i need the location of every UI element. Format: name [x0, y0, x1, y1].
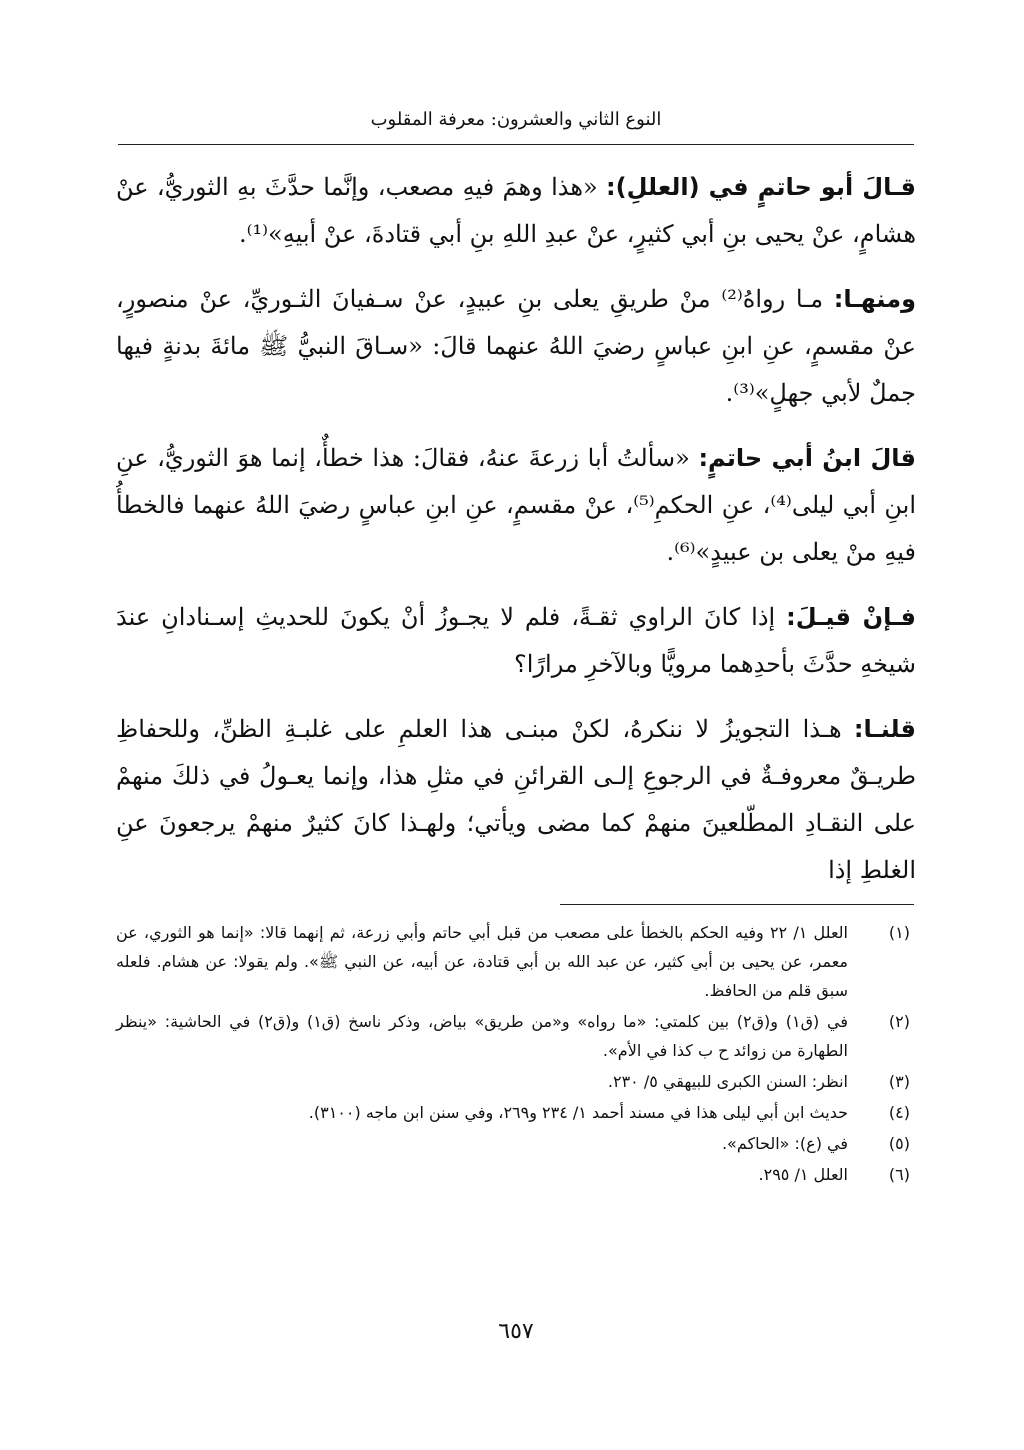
paragraph — [116, 435, 916, 576]
footnote-number: (٤) — [888, 1103, 910, 1122]
running-header: النوع الثاني والعشرون: معرفة المقلوب — [370, 109, 662, 130]
paragraph-lead: قـالَ أبو حاتمٍ في (العللِ): — [606, 173, 916, 201]
footnote — [116, 1067, 916, 1096]
paragraph-body: «سألتُ أبا زرعةَ عنهُ، فقالَ: هذا خطأٌ، إنما هوَ الثوريُّ، عنِ ابنِ أبي ليلى⁽⁴⁾، عنِ الحكمِ⁽⁵⁾، عنْ مقسمٍ، عنِ ابنِ عباسٍ رضيَ اللهُ عنهما فالخطأُ فيهِ منْ يعلى بن عبيدٍ»⁽⁶⁾. — [116, 444, 917, 566]
paragraph-body: إذا كانَ الراوي ثقـةً، فلم لا يجـوزُ أنْ يكونَ للحديثِ إسـنادانِ عندَ شيخهِ حدَّثَ بأحدِهما مرويًّا وبالآخرِ مرارًا؟ — [116, 603, 916, 678]
paragraph — [116, 276, 916, 417]
paragraph — [116, 164, 916, 258]
footnote — [116, 1160, 916, 1189]
footnote-number: (١) — [888, 923, 910, 942]
footnote-number: (٣) — [888, 1072, 910, 1091]
footnote-text: انظر: السنن الكبرى للبيهقي ٥/ ٢٣٠. — [607, 1072, 848, 1091]
paragraph — [116, 706, 916, 894]
footnote-text: في (ع): «الحاكم». — [721, 1134, 848, 1153]
paragraph-lead: قالَ ابنُ أبي حاتمٍ: — [698, 444, 916, 472]
paragraph-lead: فـإنْ قيـلَ: — [786, 603, 916, 631]
footnote-number: (٦) — [888, 1165, 910, 1184]
paragraph-lead: قلنـا: — [853, 715, 916, 743]
footnote — [116, 1007, 916, 1065]
paragraph — [116, 594, 916, 688]
paragraph-body: مـا رواهُ⁽²⁾ منْ طريقِ يعلى بنِ عبيدٍ، عنْ سـفيانَ الثـوريِّ، عنْ منصورٍ، عنْ مقسمٍ، عنِ ابنِ عباسٍ رضيَ اللهُ عنهما قالَ: «سـاقَ النبيُّ ﷺ مائةَ بدنةٍ فيها جملٌ لأبي جهلٍ»⁽³⁾. — [116, 285, 916, 407]
footnote — [116, 1098, 916, 1127]
footnote — [116, 1129, 916, 1158]
paragraph-lead: ومنهـا: — [833, 285, 916, 313]
header-divider — [118, 144, 914, 145]
footnote-number: (٥) — [888, 1134, 910, 1153]
footnote-text: في (ق١) و(ق٢) بين كلمتي: «ما رواه» و«من طريق» بياض، وذكر ناسخ (ق١) و(ق٢) في الحاشية: «ينظر الطهارة من زوائد ح ب كذا في الأم». — [116, 1012, 848, 1060]
paragraph-body: «هذا وهمَ فيهِ مصعب، وإنَّما حدَّثَ بهِ الثوريُّ، عنْ هشامٍ، عنْ يحيى بنِ أبي كثيرٍ، عنْ عبدِ اللهِ بنِ أبي قتادةَ، عنْ أبيهِ»⁽¹⁾. — [116, 173, 916, 248]
paragraph-body: هـذا التجويزُ لا ننكرهُ، لكنْ مبنـى هذا العلمِ على غلبـةِ الظنِّ، وللحفاظِ طريـقٌ معروفـةٌ في الرجوعِ إلـى القرائنِ في مثلِ هذا، وإنما يعـولُ في ذلكَ منهمْ على النقـادِ المطّلعينَ منهمْ كما مضى ويأتي؛ ولهـذا كانَ كثيرٌ منهمْ يرجعونَ عنِ الغلطِ إذا — [116, 715, 916, 884]
footnote-divider — [560, 904, 914, 905]
page-number: ٦٥٧ — [498, 1319, 534, 1344]
footnote-text: حديث ابن أبي ليلى هذا في مسند أحمد ١/ ٢٣٤ و٢٦٩، وفي سنن ابن ماجه (٣١٠٠). — [308, 1103, 848, 1122]
footnote-text: العلل ١/ ٢٢ وفيه الحكم بالخطأ على مصعب من قبل أبي حاتم وأبي زرعة، ثم إنهما قالا: «إنما هو الثوري، عن معمر، عن يحيى بن أبي كثير، عن عبد الله بن أبي قتادة، عن أبيه، عن النبي ﷺ». ولم يقولا: عن هشام. فلعله سبق قلم من الحافظ. — [116, 923, 849, 1000]
footnotes — [116, 918, 916, 1191]
footnote — [116, 918, 916, 1005]
footnote-text: العلل ١/ ٢٩٥. — [758, 1165, 848, 1184]
footnote-number: (٢) — [888, 1012, 910, 1031]
main-text — [116, 164, 916, 912]
